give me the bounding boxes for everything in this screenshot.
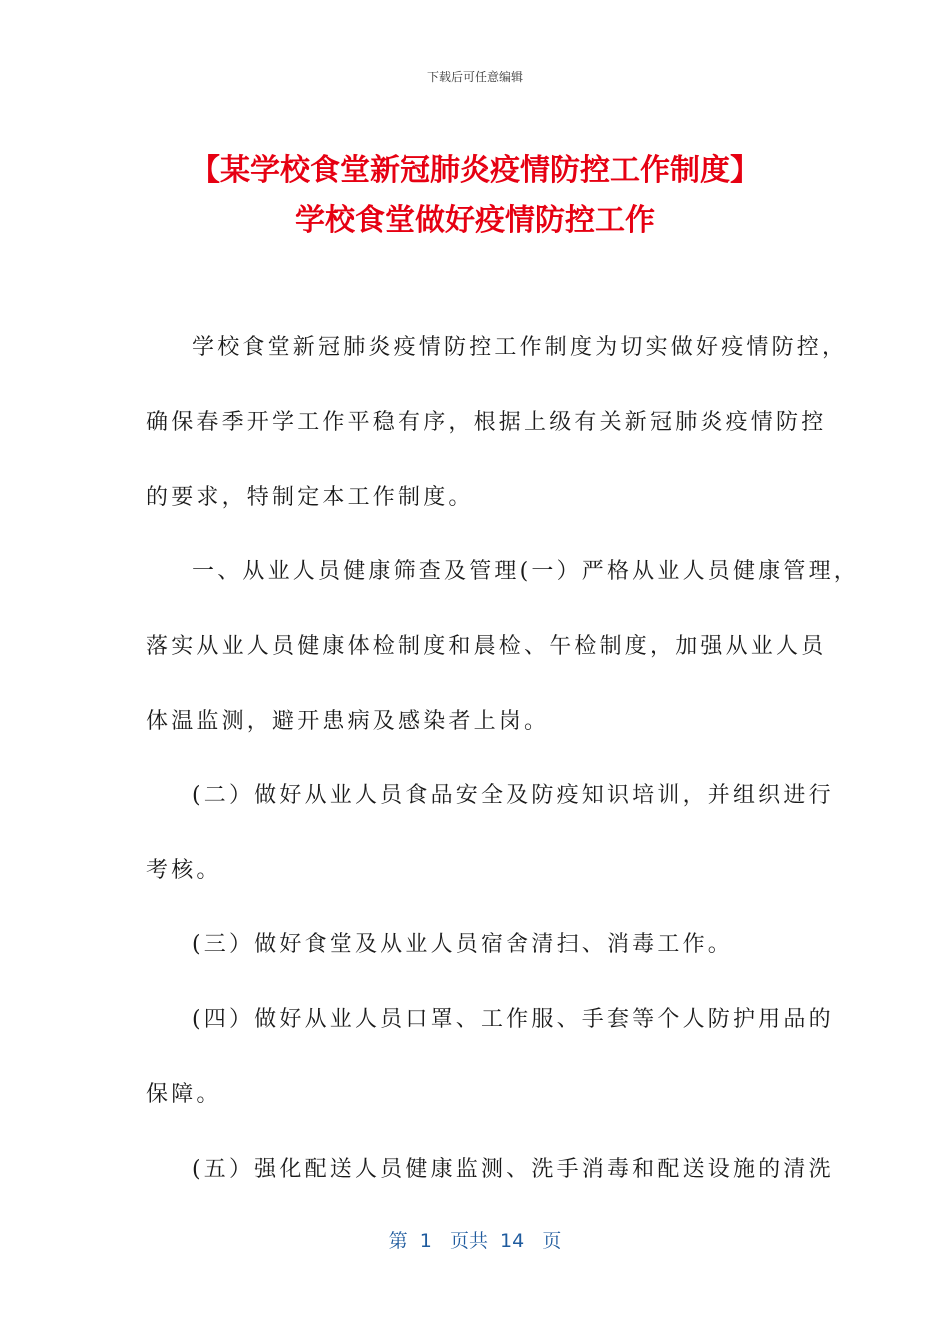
document-title-line-2: 学校食堂做好疫情防控工作 (295, 203, 655, 238)
body-line: (四）做好从业人员口罩、工作服、手套等个人防护用品的 (192, 1007, 834, 1032)
document-title-line-1: 【某学校食堂新冠肺炎疫情防控工作制度】 (190, 153, 760, 188)
body-line: (三）做好食堂及从业人员宿舍清扫、消毒工作。 (192, 932, 733, 957)
body-line: 确保春季开学工作平稳有序，根据上级有关新冠肺炎疫情防控 (146, 410, 827, 435)
header-note: 下载后可任意编辑 (426, 70, 523, 84)
body-line: (二）做好从业人员食品安全及防疫知识培训，并组织进行 (192, 783, 834, 808)
body-line: (五）强化配送人员健康监测、洗手消毒和配送设施的清洗 (192, 1157, 834, 1182)
body-line: 落实从业人员健康体检制度和晨检、午检制度，加强从业人员 (146, 634, 827, 659)
body-line: 保障。 (146, 1082, 222, 1107)
body-line: 学校食堂新冠肺炎疫情防控工作制度为切实做好疫情防控， (192, 335, 848, 360)
body-line: 一、从业人员健康筛查及管理(一）严格从业人员健康管理， (192, 559, 859, 584)
body-line: 的要求，特制定本工作制度。 (146, 485, 474, 510)
body-line: 考核。 (146, 858, 222, 883)
body-line: 体温监测，避开患病及感染者上岗。 (146, 709, 550, 734)
page-number-footer: 第 1 页共 14 页 (388, 1230, 562, 1252)
